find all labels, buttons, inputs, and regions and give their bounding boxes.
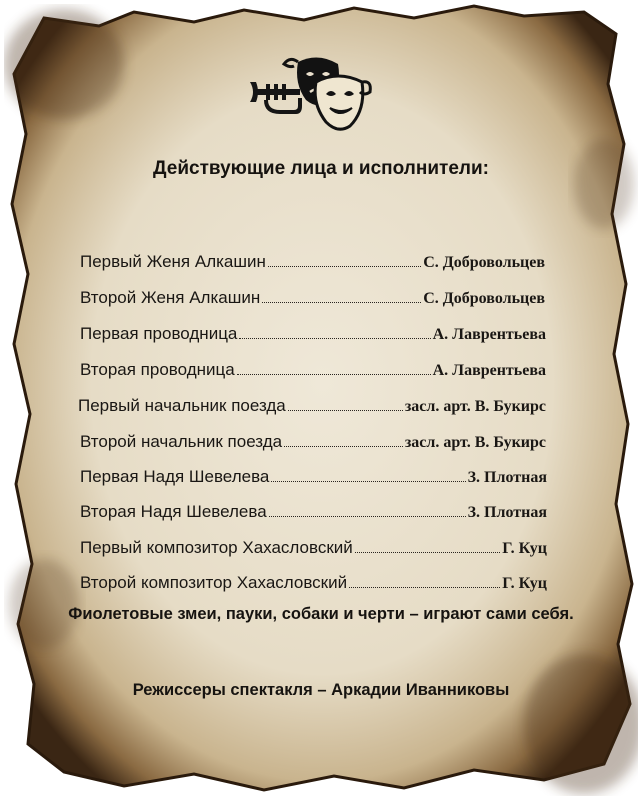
cast-actor: А. Лаврентьева (432, 362, 546, 379)
cast-actor: Г. Куц (502, 575, 547, 592)
cast-row (78, 396, 546, 418)
cast-actor: З. Плотная (467, 504, 547, 521)
cast-row (80, 538, 547, 560)
cast-row (80, 432, 546, 454)
dotted-leader (237, 374, 431, 375)
cast-note: Фиолетовые змеи, пауки, собаки и черти – играют сами себя. (68, 605, 574, 623)
cast-role: Вторая проводница (80, 360, 235, 379)
cast-role: Первый Женя Алкашин (80, 252, 266, 271)
page-title: Действующие лица и исполнители: (153, 158, 489, 179)
dotted-leader (271, 481, 465, 482)
dotted-leader (269, 516, 466, 517)
cast-role: Первая Надя Шевелева (80, 467, 270, 486)
cast-row (80, 252, 545, 274)
dotted-leader (349, 587, 500, 588)
theatre-masks-trumpet-icon (246, 52, 376, 138)
dotted-leader (239, 338, 430, 339)
dotted-leader (268, 266, 421, 267)
dotted-leader (288, 410, 403, 411)
cast-role: Первый композитор Хахасловский (80, 538, 353, 557)
cast-role: Второй композитор Хахасловский (80, 573, 348, 592)
cast-actor: С. Добровольцев (423, 254, 545, 271)
cast-actor: засл. арт. В. Букирс (404, 398, 546, 415)
cast-row (80, 502, 547, 524)
cast-role: Вторая Надя Шевелева (80, 502, 267, 521)
directors-line: Режиссеры спектакля – Аркадии Иванниковы (132, 681, 510, 699)
cast-row (80, 324, 546, 346)
cast-role: Первый начальник поезда (78, 396, 286, 415)
cast-row (80, 288, 545, 310)
cast-row (80, 360, 546, 382)
cast-actor: засл. арт. В. Букирс (404, 434, 546, 451)
dotted-leader (262, 302, 421, 303)
cast-role: Второй Женя Алкашин (80, 288, 261, 307)
cast-actor: С. Добровольцев (423, 290, 545, 307)
cast-actor: З. Плотная (467, 469, 547, 486)
dotted-leader (284, 446, 403, 447)
cast-row (80, 467, 547, 489)
cast-role: Первая проводница (80, 324, 238, 343)
cast-actor: А. Лаврентьева (432, 326, 546, 343)
cast-role: Второй начальник поезда (80, 432, 283, 451)
dotted-leader (355, 552, 500, 553)
cast-row (80, 573, 547, 595)
cast-actor: Г. Куц (502, 540, 547, 557)
